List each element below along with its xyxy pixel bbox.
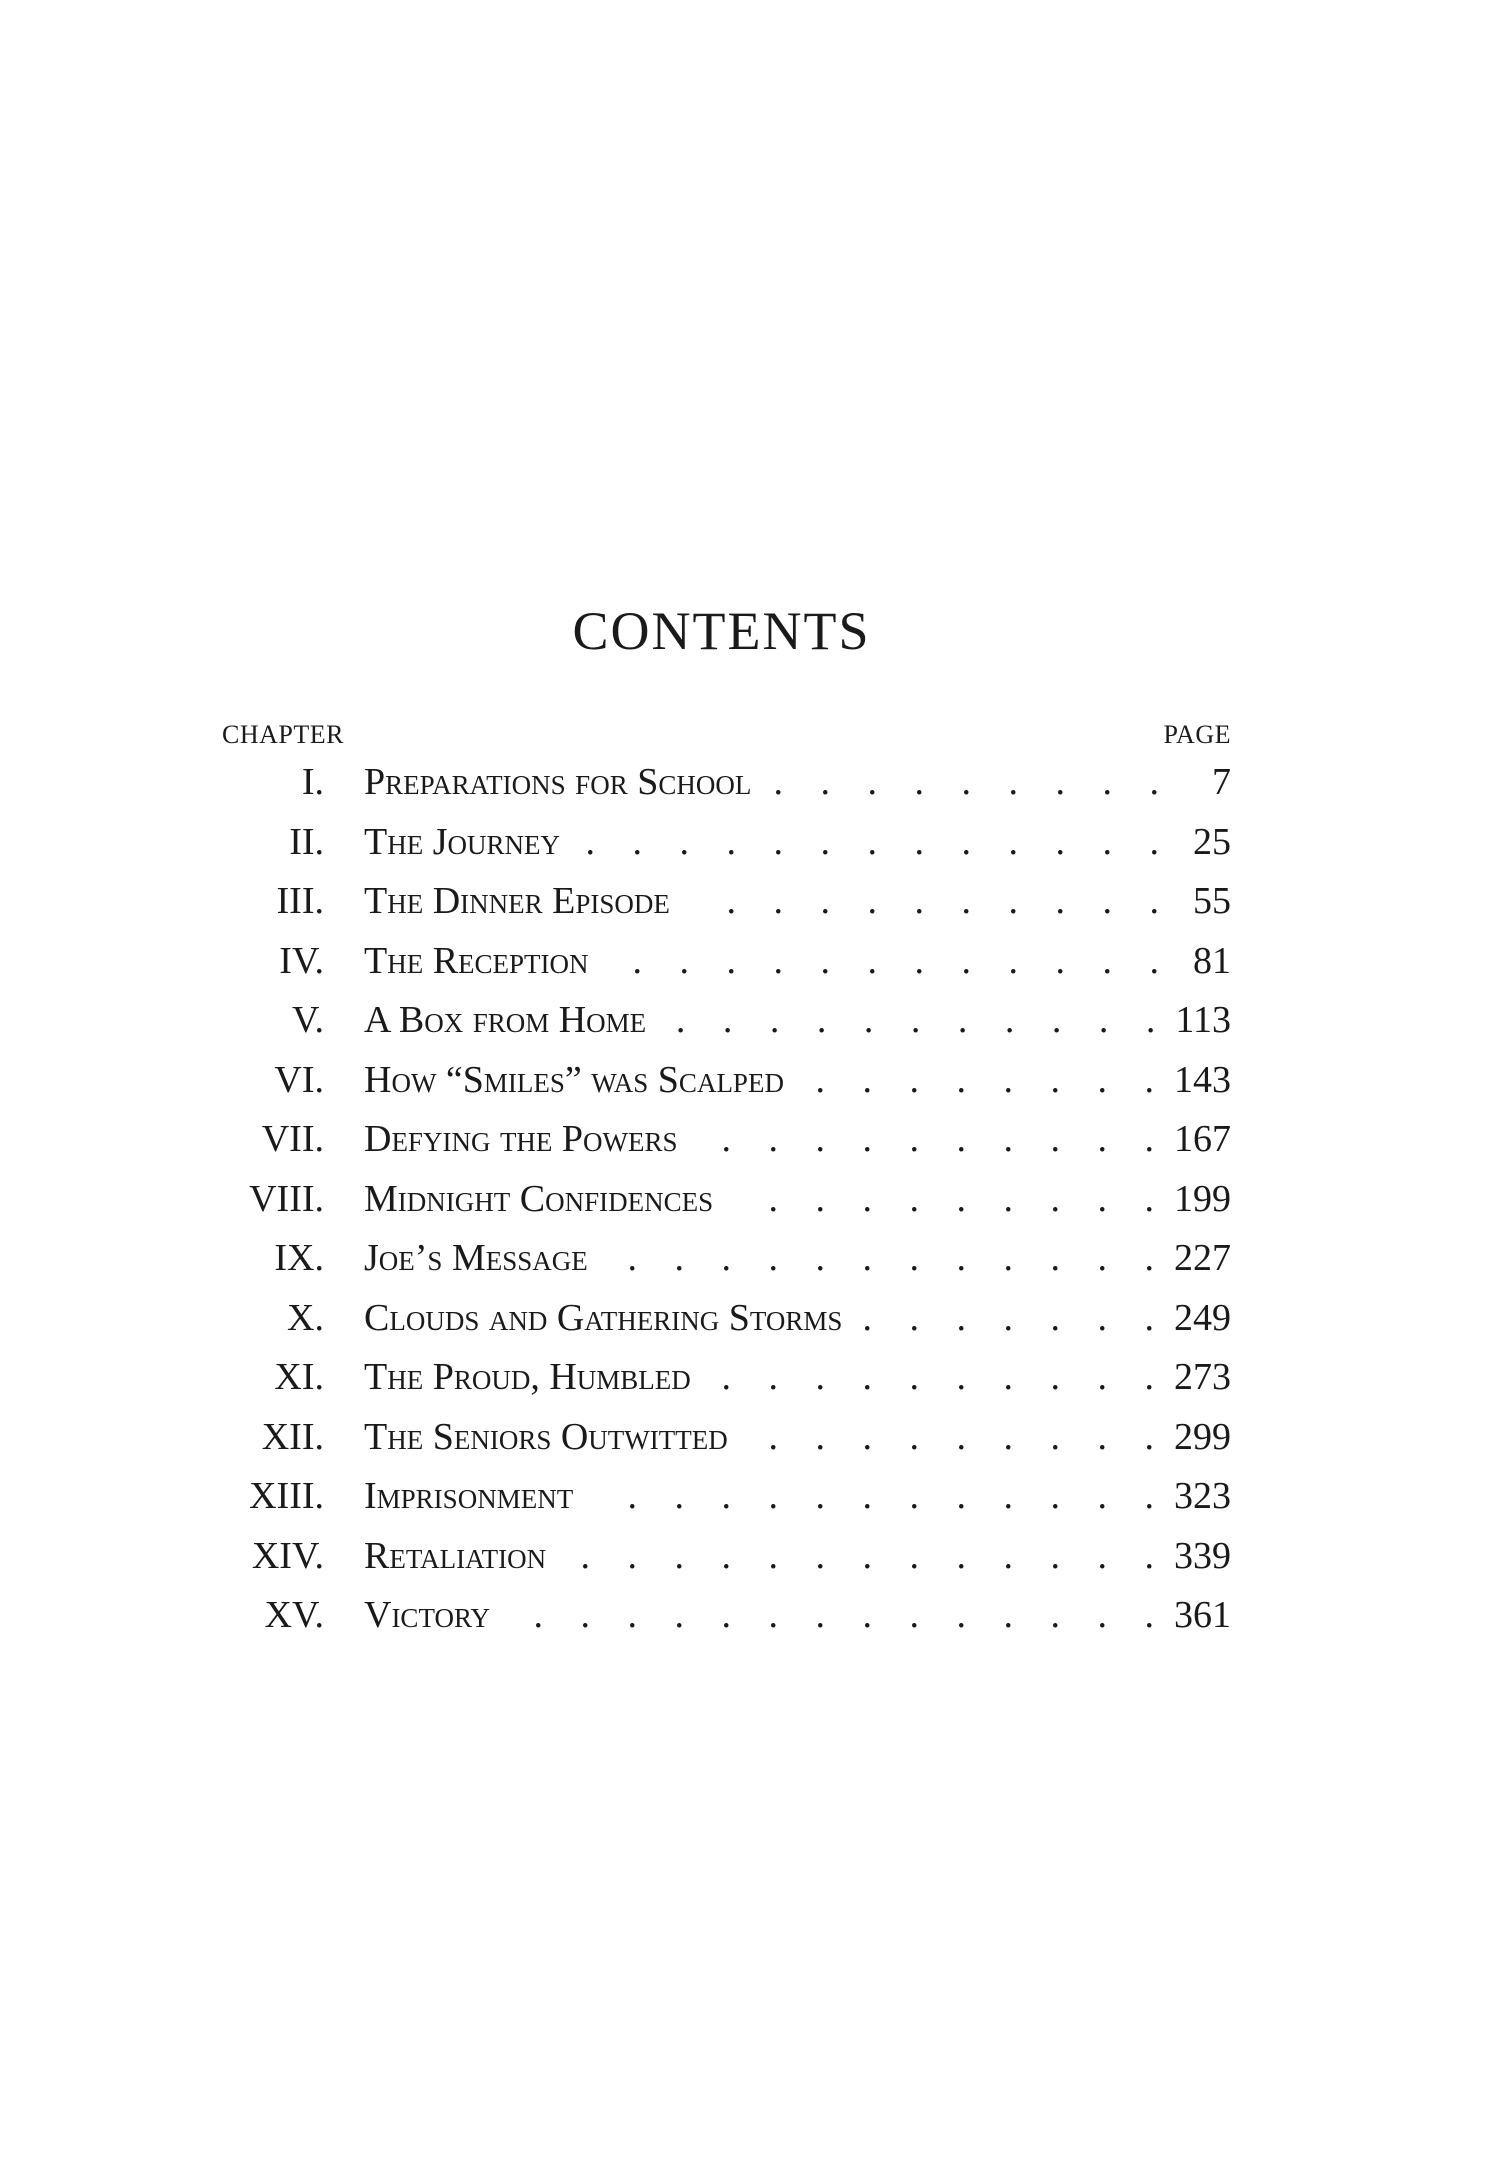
- toc-entry-9: [222, 1236, 1231, 1296]
- chapter-title: The Dinner Episode: [364, 880, 670, 922]
- page-number: 199: [1174, 1177, 1231, 1220]
- page-title: CONTENTS: [572, 601, 871, 661]
- page-number: 323: [1174, 1475, 1231, 1517]
- dot-leader: [591, 1474, 1168, 1518]
- chapter-title: Joe’s Message: [364, 1237, 588, 1279]
- dot-leader: [606, 1236, 1168, 1280]
- chapter-title: The Seniors Outwitted: [364, 1415, 728, 1458]
- dot-leader: [508, 1593, 1168, 1637]
- page-number: 25: [1193, 820, 1231, 863]
- chapter-title: How “Smiles” was Scalped: [364, 1058, 784, 1101]
- dot-leader: [769, 760, 1173, 804]
- chapter-number: VIII.: [249, 1177, 324, 1220]
- dot-leader: [802, 1058, 1168, 1102]
- chapter-number: V.: [291, 999, 324, 1041]
- dot-leader: [688, 879, 1173, 923]
- chapter-column-label: CHAPTER: [222, 720, 344, 749]
- chapter-number: XIII.: [249, 1475, 324, 1517]
- dot-leader: [564, 1534, 1168, 1578]
- toc-entry-1: [222, 760, 1231, 820]
- chapter-number: IV.: [279, 939, 324, 982]
- dot-leader: [709, 1355, 1168, 1399]
- toc-entry-3: [222, 879, 1231, 939]
- dot-leader: [860, 1296, 1168, 1340]
- toc-entry-15: [222, 1593, 1231, 1653]
- page-number: 7: [1212, 761, 1231, 803]
- table-of-contents: [222, 760, 1231, 1653]
- toc-entry-12: [222, 1415, 1231, 1475]
- page-number: 113: [1175, 999, 1231, 1041]
- toc-entry-10: [222, 1296, 1231, 1356]
- chapter-title: Defying the Powers: [364, 1118, 678, 1160]
- page-number: 361: [1174, 1594, 1231, 1636]
- page-number: 339: [1174, 1534, 1231, 1577]
- chapter-number: XV.: [264, 1594, 324, 1636]
- page-number: 167: [1174, 1118, 1231, 1160]
- toc-entry-4: [222, 939, 1231, 999]
- chapter-title: Clouds and Gathering Storms: [364, 1296, 843, 1339]
- chapter-title: A Box from Home: [364, 999, 647, 1041]
- toc-entry-14: [222, 1534, 1231, 1594]
- page-column-label: PAGE: [1163, 720, 1231, 749]
- toc-entry-11: [222, 1355, 1231, 1415]
- chapter-number: XII.: [261, 1415, 324, 1458]
- dot-leader: [664, 998, 1169, 1042]
- chapter-number: II.: [289, 820, 324, 863]
- toc-entry-2: [222, 820, 1231, 880]
- chapter-title: Victory: [364, 1594, 490, 1636]
- page-number: 227: [1174, 1237, 1231, 1279]
- chapter-number: VI.: [274, 1058, 324, 1101]
- dot-leader: [746, 1415, 1168, 1459]
- toc-entry-7: [222, 1117, 1231, 1177]
- toc-entry-5: [222, 998, 1231, 1058]
- chapter-number: VII.: [261, 1118, 324, 1160]
- toc-entry-13: [222, 1474, 1231, 1534]
- chapter-number: XIV.: [251, 1534, 324, 1577]
- dot-leader: [607, 939, 1173, 983]
- dot-leader: [731, 1177, 1168, 1221]
- chapter-number: X.: [287, 1296, 324, 1339]
- chapter-number: IX.: [274, 1237, 324, 1279]
- chapter-title: Retaliation: [364, 1534, 547, 1577]
- chapter-title: Imprisonment: [364, 1475, 574, 1517]
- toc-entry-6: [222, 1058, 1231, 1118]
- dot-leader: [578, 820, 1173, 864]
- chapter-title: The Reception: [364, 939, 589, 982]
- page-number: 299: [1174, 1415, 1231, 1458]
- page-number: 143: [1174, 1058, 1231, 1101]
- toc-entry-8: [222, 1177, 1231, 1237]
- chapter-title: Preparations for School: [364, 761, 752, 803]
- chapter-number: XI.: [274, 1356, 324, 1398]
- chapter-title: Midnight Confidences: [364, 1177, 714, 1220]
- chapter-title: The Journey: [364, 820, 560, 863]
- page-number: 55: [1193, 880, 1231, 922]
- page-number: 81: [1193, 939, 1231, 982]
- dot-leader: [696, 1117, 1168, 1161]
- page-number: 273: [1174, 1356, 1231, 1398]
- chapter-number: I.: [301, 761, 324, 803]
- chapter-title: The Proud, Humbled: [364, 1356, 691, 1398]
- page-number: 249: [1174, 1296, 1231, 1339]
- chapter-number: III.: [276, 880, 324, 922]
